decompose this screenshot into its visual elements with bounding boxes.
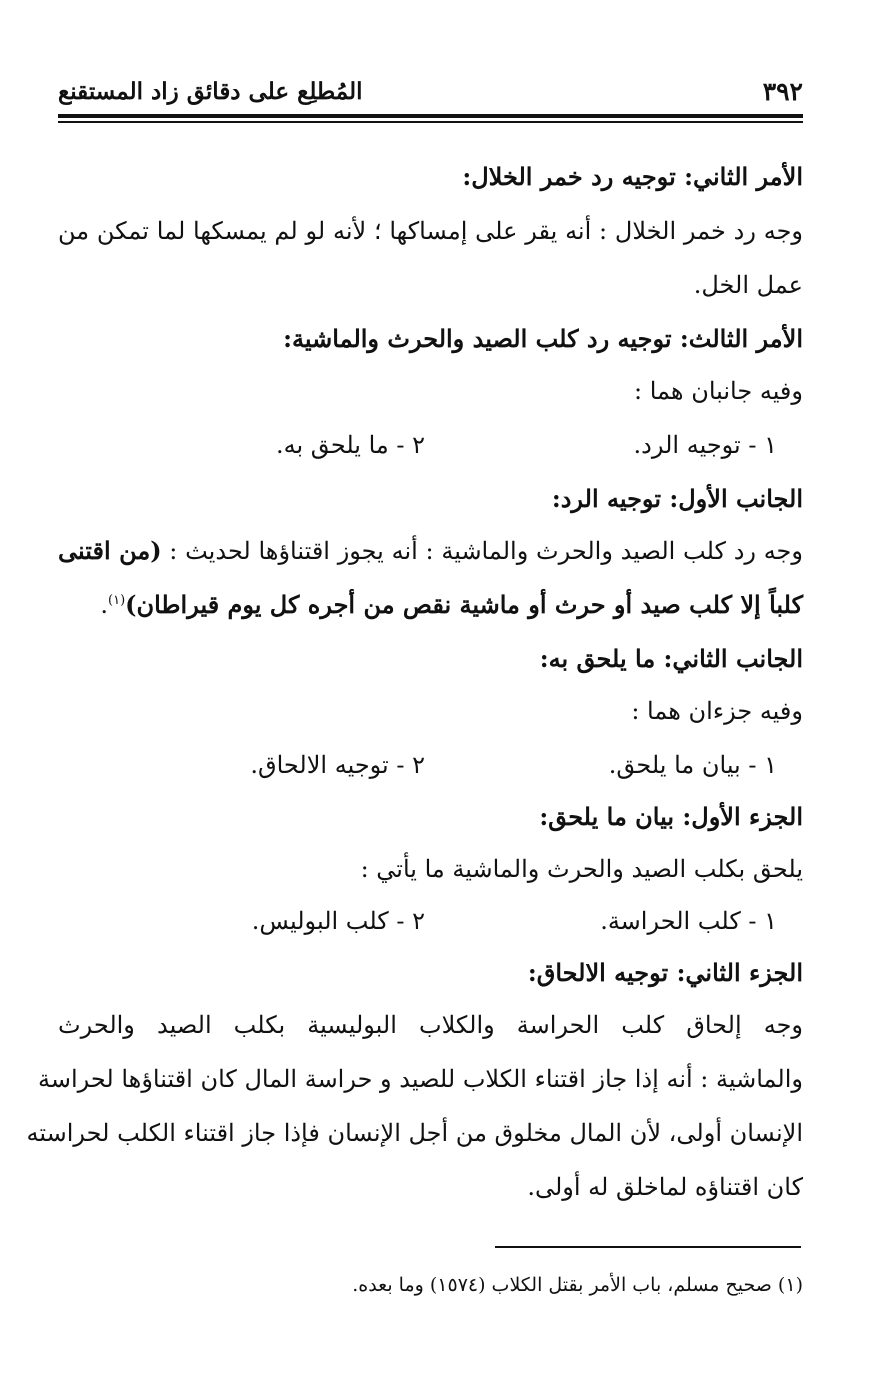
paragraph-text: وجه رد كلب الصيد والحرث والماشية : أنه يجوز اقتناؤها لحديث :: [161, 537, 803, 565]
list-item: ١ - كلب الحراسة.: [600, 907, 777, 935]
hadith-quote: (من اقتنى: [58, 536, 162, 565]
list-item: ٢ - كلب البوليس.: [251, 907, 425, 935]
list-item: ٢ - ما يلحق به.: [276, 431, 425, 459]
paragraph-line: الإنسان أولى، لأن المال مخلوق من أجل الإنسان فإذا جاز اقتناء الكلب لحراسته: [26, 1119, 803, 1147]
footnote: (١) صحيح مسلم، باب الأمر بقتل الكلاب (١٥٧٤) وما بعده.: [352, 1274, 803, 1296]
book-title: المُطلِع على دقائق زاد المستقنع: [58, 77, 363, 105]
section-heading-second-matter: الأمر الثاني: توجيه رد خمر الخلال:: [462, 162, 803, 191]
paragraph-line: عمل الخل.: [693, 271, 803, 299]
paragraph-text: .: [100, 591, 108, 619]
paragraph-line: [58, 578, 803, 632]
section-heading-second-aspect: الجانب الثاني: ما يلحق به:: [539, 644, 803, 673]
list-item: ٢ - توجيه الالحاق.: [250, 751, 425, 779]
paragraph-line: كان اقتناؤه لماخلق له أولى.: [527, 1173, 803, 1201]
section-heading-third-matter: الأمر الثالث: توجيه رد كلب الصيد والحرث والماشية:: [283, 324, 803, 353]
page-header: [58, 70, 803, 112]
section-heading-second-part: الجزء الثاني: توجيه الالحاق:: [527, 958, 803, 987]
paragraph-line: [58, 524, 803, 578]
section-heading-first-part: الجزء الأول: بيان ما يلحق:: [539, 802, 803, 831]
hadith-quote: كلباً إلا كلب صيد أو حرث أو ماشية نقص من أجره كل يوم قيراطان): [125, 590, 803, 619]
section-heading-first-aspect: الجانب الأول: توجيه الرد:: [551, 484, 803, 513]
paragraph-line: وفيه جزءان هما :: [631, 697, 803, 725]
header-rule-thin: [58, 121, 803, 123]
list-item: ١ - بيان ما يلحق.: [608, 751, 777, 779]
list-item: ١ - توجيه الرد.: [633, 431, 777, 459]
paragraph-line: وجه رد خمر الخلال : أنه يقر على إمساكها ؛ لأنه لو لم يمسكها لما تمكن من: [58, 217, 803, 245]
header-rule-thick: [58, 114, 803, 118]
page-number: ٣٩٢: [762, 76, 803, 106]
paragraph-line: وجه إلحاق كلب الحراسة والكلاب البوليسية بكلب الصيد والحرث: [58, 1011, 803, 1039]
footnote-separator: [495, 1246, 801, 1248]
paragraph-line: يلحق بكلب الصيد والحرث والماشية ما يأتي :: [360, 855, 803, 883]
paragraph-line: والماشية : أنه إذا جاز اقتناء الكلاب للصيد و حراسة المال كان اقتناؤها لحراسة: [38, 1065, 803, 1093]
paragraph-line: وفيه جانبان هما :: [634, 377, 803, 405]
footnote-marker[interactable]: (١): [108, 593, 126, 608]
